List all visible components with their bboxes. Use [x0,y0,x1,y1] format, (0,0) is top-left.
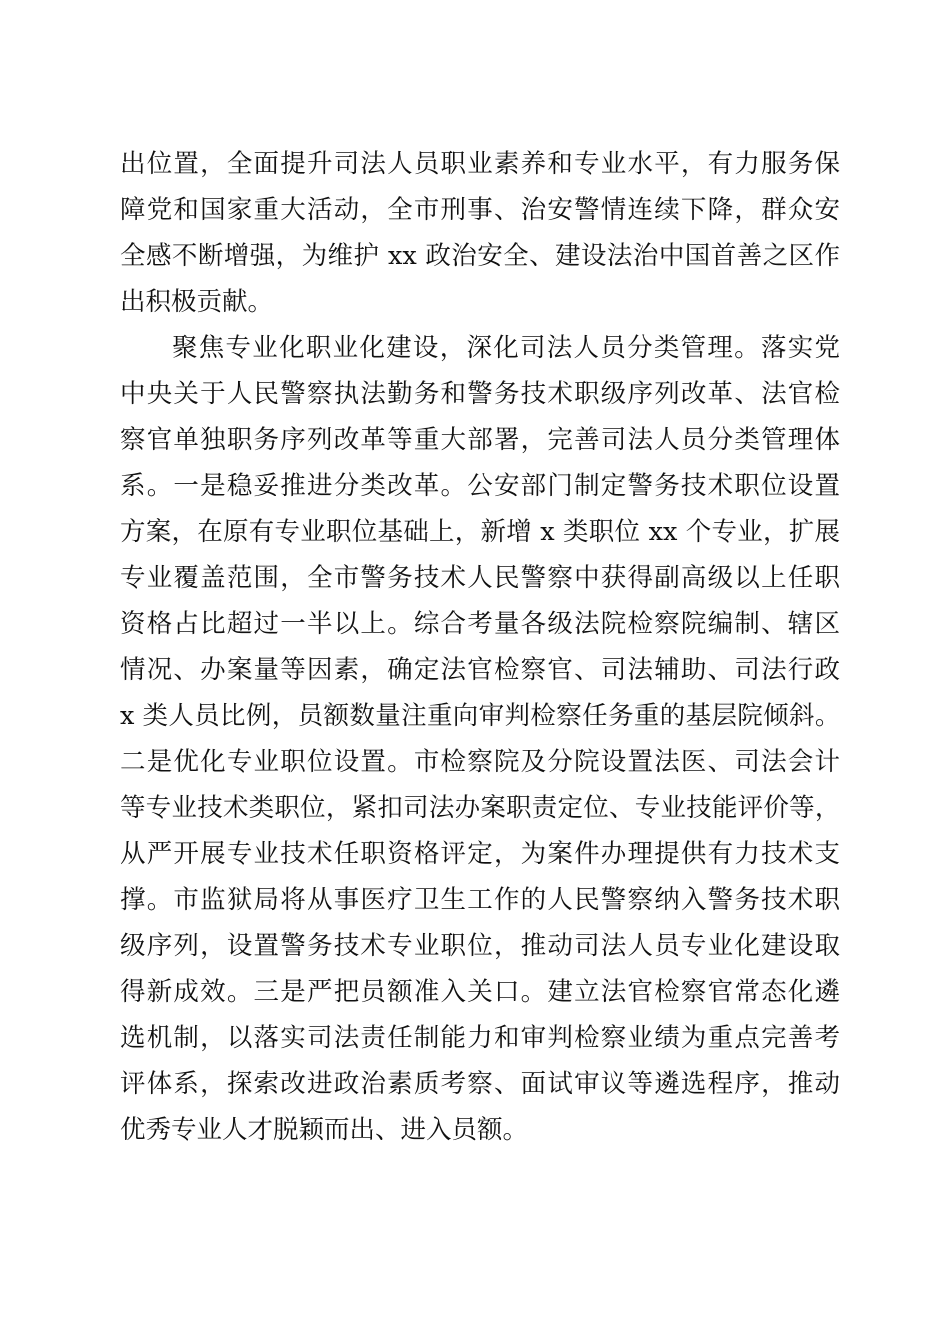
text-line: 察官单独职务序列改革等重大部署，完善司法人员分类管理体 [120,425,840,455]
text-line: 出积极贡献。 [120,287,274,317]
text-line: 级序列，设置警务技术专业职位，推动司法人员专业化建设取 [120,931,840,961]
text-line: 二是优化专业职位设置。市检察院及分院设置法医、司法会计 [120,747,840,777]
text-line: 专业覆盖范围，全市警务技术人民警察中获得副高级以上任职 [120,563,840,593]
text-line: 评体系，探索改进政治素质考察、面试审议等遴选程序，推动 [120,1069,840,1099]
text-line: 中央关于人民警察执法勤务和警务技术职级序列改革、法官检 [120,379,840,409]
body-text [120,141,840,1153]
text-line: 优秀专业人才脱颖而出、进入员额。 [120,1115,529,1145]
paragraph-1 [120,141,840,325]
text-line: 全感不断增强，为维护 xx 政治安全、建设法治中国首善之区作 [120,241,840,271]
text-line: 撑。市监狱局将从事医疗卫生工作的人民警察纳入警务技术职 [120,885,840,915]
text-line: 从严开展专业技术任职资格评定，为案件办理提供有力技术支 [120,839,840,869]
text-line: 得新成效。三是严把员额准入关口。建立法官检察官常态化遴 [120,977,840,1007]
text-line: 选机制，以落实司法责任制能力和审判检察业绩为重点完善考 [120,1023,840,1053]
text-line: x 类人员比例，员额数量注重向审判检察任务重的基层院倾斜。 [120,701,840,731]
paragraph-2 [120,325,840,1153]
text-line: 等专业技术类职位，紧扣司法办案职责定位、专业技能评价等， [120,793,840,823]
text-line: 情况、办案量等因素，确定法官检察官、司法辅助、司法行政 [120,655,840,685]
text-line: 方案，在原有专业职位基础上，新增 x 类职位 xx 个专业，扩展 [120,517,840,547]
text-line: 资格占比超过一半以上。综合考量各级法院检察院编制、辖区 [120,609,840,639]
text-line: 系。一是稳妥推进分类改革。公安部门制定警务技术职位设置 [120,471,840,501]
text-line: 障党和国家重大活动，全市刑事、治安警情连续下降，群众安 [120,195,840,225]
text-line: 出位置，全面提升司法人员职业素养和专业水平，有力服务保 [120,149,840,179]
text-line: 聚焦专业化职业化建设，深化司法人员分类管理。落实党 [172,333,840,363]
